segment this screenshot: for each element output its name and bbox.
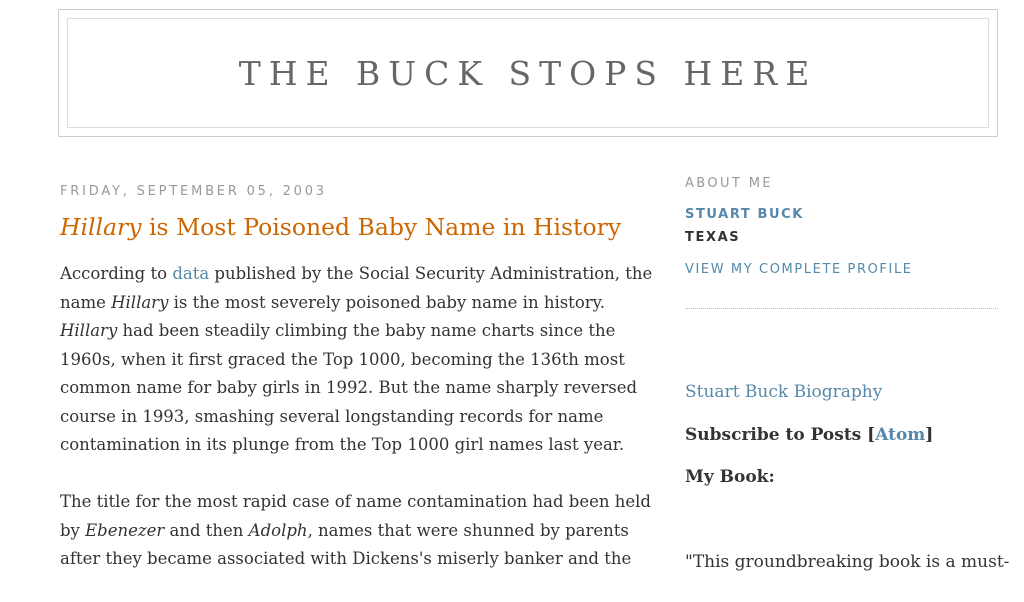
body-line [60, 289, 640, 318]
profile-name-link[interactable]: STUART BUCK [685, 207, 804, 222]
sidebar-divider [685, 308, 998, 309]
body-text: published by the Social Security Administration, the [209, 264, 653, 283]
atom-feed-link[interactable]: Atom [875, 425, 926, 445]
body-text: and then [164, 520, 249, 540]
body-line: course in 1993, smashing several longstanding records for name [60, 406, 604, 426]
book-quote: "This groundbreaking book is a must- [685, 552, 1010, 572]
profile-location: TEXAS [685, 230, 741, 245]
my-book-heading: My Book: [685, 467, 775, 487]
blog-header-inner-frame [67, 18, 989, 128]
main-column [60, 182, 653, 602]
body-line [60, 260, 653, 289]
body-line [60, 517, 640, 546]
body-text: name [60, 292, 112, 312]
body-text: by [60, 520, 86, 540]
post-paragraph-2 [60, 488, 651, 574]
about-me-heading: ABOUT ME [685, 176, 774, 191]
body-line: contamination in its plunge from the Top 1000 girl names last year. [60, 435, 625, 454]
body-text: According to [60, 264, 173, 283]
body-line [60, 317, 640, 346]
biography-link[interactable]: Stuart Buck Biography [685, 382, 883, 402]
post-title-emphasis[interactable]: Hillary [60, 213, 142, 241]
blog-header [58, 9, 998, 137]
subscribe-bracket: ] [925, 425, 934, 445]
post-paragraph-1 [60, 260, 653, 460]
subscribe-to-posts [685, 423, 933, 447]
body-text: , names that were shunned by parents [307, 520, 629, 540]
post-title-rest[interactable]: is Most Poisoned Baby Name in History [141, 213, 622, 241]
post-body [60, 260, 653, 574]
blog-title[interactable]: THE BUCK STOPS HERE [238, 54, 818, 93]
body-line: 1960s, when it first graced the Top 1000, becoming the 136th most [60, 349, 625, 369]
body-emphasis: Adolph [248, 520, 308, 540]
body-line: after they became associated with Dickens's miserly banker and the [60, 549, 632, 568]
body-line: The title for the most rapid case of name contamination had been held [60, 492, 651, 511]
data-link[interactable]: data [172, 264, 210, 283]
body-line: common name for baby girls in 1992. But the name sharply reversed [60, 378, 638, 397]
body-emphasis: Ebenezer [85, 520, 165, 540]
view-profile-link[interactable]: VIEW MY COMPLETE PROFILE [685, 262, 913, 277]
body-text: had been steadily climbing the baby name charts since the [117, 321, 616, 340]
body-text: is the most severely poisoned baby name in history. [168, 292, 606, 312]
body-emphasis: Hillary [60, 321, 118, 340]
post-title[interactable] [60, 212, 640, 242]
subscribe-label: Subscribe to Posts [ [685, 425, 876, 445]
body-emphasis: Hillary [111, 292, 169, 312]
sidebar [685, 174, 1010, 572]
post-date: FRIDAY, SEPTEMBER 05, 2003 [60, 184, 327, 199]
